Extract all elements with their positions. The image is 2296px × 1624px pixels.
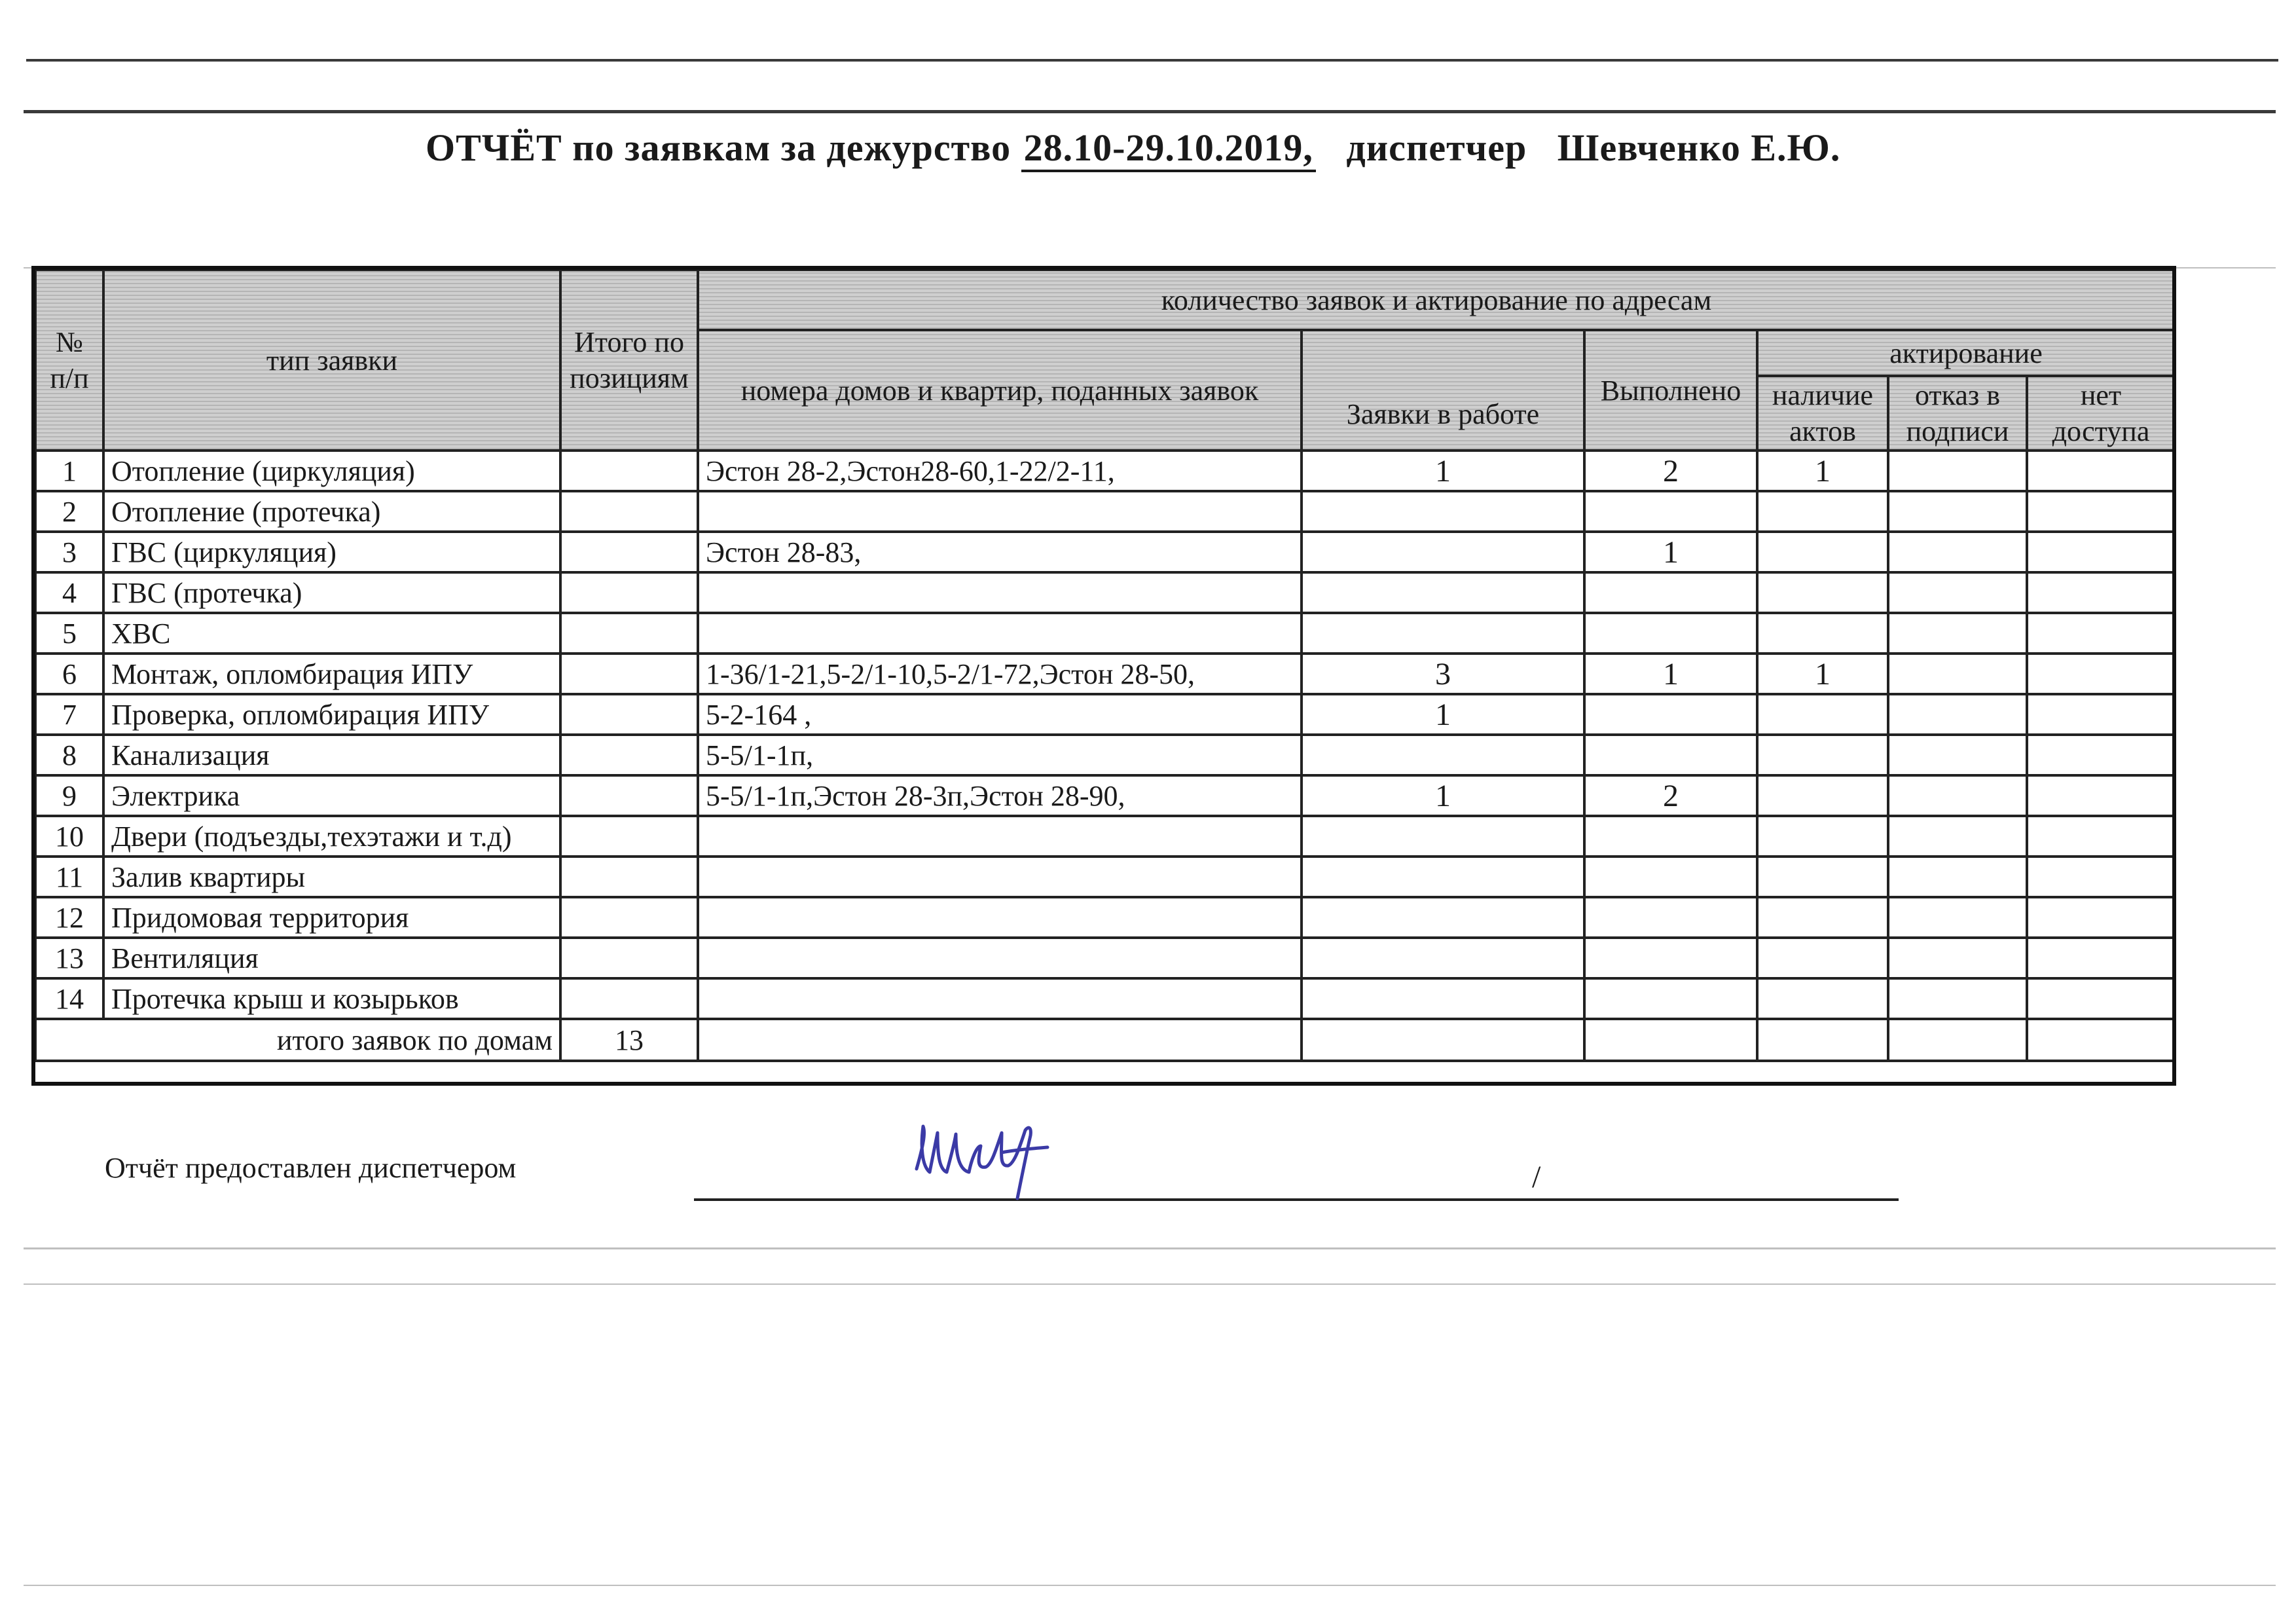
row-number: 8 xyxy=(35,735,103,775)
row-type: Двери (подъезды,техэтажи и т.д) xyxy=(103,816,560,857)
row-addresses: 1-36/1-21,5-2/1-10,5-2/1-72,Эстон 28-50, xyxy=(698,654,1302,694)
row-in-work: 1 xyxy=(1302,694,1584,735)
row-refused xyxy=(1888,532,2027,572)
table-row xyxy=(35,654,2175,694)
row-acts: 1 xyxy=(1757,654,1888,694)
table-row xyxy=(35,613,2175,654)
row-total xyxy=(560,532,698,572)
row-addresses xyxy=(698,613,1302,654)
header-no-access: нет доступа xyxy=(2027,376,2175,451)
row-done xyxy=(1584,938,1757,978)
row-no-access xyxy=(2027,451,2175,491)
row-total xyxy=(560,613,698,654)
table-row xyxy=(35,532,2175,572)
row-addresses: 5-5/1-1п, xyxy=(698,735,1302,775)
row-no-access xyxy=(2027,654,2175,694)
row-acts xyxy=(1757,816,1888,857)
table-row xyxy=(35,491,2175,532)
row-refused xyxy=(1888,694,2027,735)
row-in-work xyxy=(1302,857,1584,897)
row-refused xyxy=(1888,491,2027,532)
row-acts xyxy=(1757,775,1888,816)
row-no-access xyxy=(2027,491,2175,532)
row-no-access xyxy=(2027,857,2175,897)
table-row xyxy=(35,694,2175,735)
signature-separator: / xyxy=(1532,1160,1541,1194)
row-done xyxy=(1584,735,1757,775)
row-addresses: Эстон 28-83, xyxy=(698,532,1302,572)
scan-line-bottom-3 xyxy=(24,1585,2276,1586)
row-acts xyxy=(1757,897,1888,938)
dispatcher-name: Шевченко Е.Ю. xyxy=(1557,126,1841,169)
row-in-work xyxy=(1302,897,1584,938)
row-type: ХВС xyxy=(103,613,560,654)
row-done xyxy=(1584,694,1757,735)
row-addresses xyxy=(698,897,1302,938)
row-acts xyxy=(1757,694,1888,735)
row-refused xyxy=(1888,572,2027,613)
header-type: тип заявки xyxy=(103,270,560,451)
row-addresses: 5-5/1-1п,Эстон 28-3п,Эстон 28-90, xyxy=(698,775,1302,816)
dispatcher-signature xyxy=(903,1107,1061,1205)
row-no-access xyxy=(2027,897,2175,938)
row-total xyxy=(560,694,698,735)
header-group: количество заявок и актирование по адресам xyxy=(698,270,2175,330)
row-refused xyxy=(1888,857,2027,897)
row-done xyxy=(1584,978,1757,1019)
row-total xyxy=(560,978,698,1019)
total-value: 13 xyxy=(560,1019,698,1061)
row-total xyxy=(560,451,698,491)
row-in-work: 1 xyxy=(1302,775,1584,816)
table-row xyxy=(35,857,2175,897)
report-title xyxy=(426,126,1840,172)
row-type: Придомовая территория xyxy=(103,897,560,938)
row-in-work xyxy=(1302,491,1584,532)
row-type: ГВС (протечка) xyxy=(103,572,560,613)
row-done xyxy=(1584,897,1757,938)
table-row xyxy=(35,897,2175,938)
row-addresses xyxy=(698,938,1302,978)
row-refused xyxy=(1888,938,2027,978)
row-acts xyxy=(1757,572,1888,613)
header-done: Выполнено xyxy=(1584,330,1757,451)
row-number: 9 xyxy=(35,775,103,816)
row-number: 12 xyxy=(35,897,103,938)
signature-line xyxy=(694,1198,1899,1201)
total-row xyxy=(35,1019,2175,1061)
row-done: 1 xyxy=(1584,532,1757,572)
row-refused xyxy=(1888,816,2027,857)
header-acts-present: наличие актов xyxy=(1757,376,1888,451)
table-row xyxy=(35,572,2175,613)
scan-line-top-2 xyxy=(24,110,2276,113)
report-period: 28.10-29.10.2019, xyxy=(1021,126,1316,172)
row-total xyxy=(560,938,698,978)
row-refused xyxy=(1888,897,2027,938)
row-number: 6 xyxy=(35,654,103,694)
row-total xyxy=(560,816,698,857)
row-in-work xyxy=(1302,613,1584,654)
row-refused xyxy=(1888,978,2027,1019)
row-type: Отопление (протечка) xyxy=(103,491,560,532)
scan-line-top-1 xyxy=(26,59,2278,62)
row-done xyxy=(1584,816,1757,857)
table-row xyxy=(35,816,2175,857)
row-total xyxy=(560,857,698,897)
table-row xyxy=(35,451,2175,491)
row-no-access xyxy=(2027,938,2175,978)
scan-line-bottom-1 xyxy=(24,1247,2276,1249)
header-addresses: номера домов и квартир, поданных заявок xyxy=(698,330,1302,451)
total-empty-done xyxy=(1584,1019,1757,1061)
row-type: ГВС (циркуляция) xyxy=(103,532,560,572)
row-type: Электрика xyxy=(103,775,560,816)
row-done xyxy=(1584,491,1757,532)
row-addresses xyxy=(698,572,1302,613)
row-no-access xyxy=(2027,613,2175,654)
row-acts xyxy=(1757,938,1888,978)
row-acts xyxy=(1757,978,1888,1019)
row-in-work xyxy=(1302,735,1584,775)
row-acts xyxy=(1757,857,1888,897)
row-addresses: Эстон 28-2,Эстон28-60,1-22/2-11, xyxy=(698,451,1302,491)
row-number: 13 xyxy=(35,938,103,978)
row-in-work xyxy=(1302,532,1584,572)
row-in-work: 1 xyxy=(1302,451,1584,491)
header-total-by-position: Итого по позициям xyxy=(560,270,698,451)
row-total xyxy=(560,654,698,694)
row-acts xyxy=(1757,491,1888,532)
row-addresses xyxy=(698,491,1302,532)
row-type: Протечка крыш и козырьков xyxy=(103,978,560,1019)
row-total xyxy=(560,572,698,613)
row-no-access xyxy=(2027,816,2175,857)
row-total xyxy=(560,735,698,775)
title-text: ОТЧЁТ по заявкам за дежурство xyxy=(426,126,1011,169)
row-done xyxy=(1584,857,1757,897)
row-acts xyxy=(1757,532,1888,572)
row-refused xyxy=(1888,613,2027,654)
row-number: 5 xyxy=(35,613,103,654)
row-in-work xyxy=(1302,938,1584,978)
row-number: 11 xyxy=(35,857,103,897)
row-type: Отопление (циркуляция) xyxy=(103,451,560,491)
row-refused xyxy=(1888,775,2027,816)
header-in-work: Заявки в работе xyxy=(1302,330,1584,451)
row-no-access xyxy=(2027,775,2175,816)
header-num: № п/п xyxy=(35,270,103,451)
row-number: 3 xyxy=(35,532,103,572)
row-total xyxy=(560,491,698,532)
scan-line-bottom-2 xyxy=(24,1283,2276,1285)
row-addresses xyxy=(698,978,1302,1019)
header-acts-group: актирование xyxy=(1757,330,2175,376)
total-label: итого заявок по домам xyxy=(35,1019,560,1061)
report-table xyxy=(34,268,2176,1062)
row-number: 2 xyxy=(35,491,103,532)
row-addresses xyxy=(698,816,1302,857)
row-type: Проверка, опломбирация ИПУ xyxy=(103,694,560,735)
row-addresses: 5-2-164 , xyxy=(698,694,1302,735)
row-number: 1 xyxy=(35,451,103,491)
table-row xyxy=(35,938,2175,978)
row-type: Залив квартиры xyxy=(103,857,560,897)
row-done xyxy=(1584,613,1757,654)
row-done: 2 xyxy=(1584,451,1757,491)
table-row xyxy=(35,735,2175,775)
row-type: Вентиляция xyxy=(103,938,560,978)
row-in-work xyxy=(1302,572,1584,613)
total-empty-no-access xyxy=(2027,1019,2175,1061)
total-empty-addresses xyxy=(698,1019,1302,1061)
row-total xyxy=(560,897,698,938)
row-number: 4 xyxy=(35,572,103,613)
row-in-work xyxy=(1302,816,1584,857)
row-no-access xyxy=(2027,978,2175,1019)
row-no-access xyxy=(2027,735,2175,775)
dispatcher-label: диспетчер xyxy=(1346,126,1527,169)
total-empty-acts xyxy=(1757,1019,1888,1061)
row-acts xyxy=(1757,735,1888,775)
table-row xyxy=(35,775,2175,816)
row-refused xyxy=(1888,735,2027,775)
table-row xyxy=(35,978,2175,1019)
row-type: Монтаж, опломбирация ИПУ xyxy=(103,654,560,694)
row-number: 14 xyxy=(35,978,103,1019)
total-empty-refused xyxy=(1888,1019,2027,1061)
row-in-work: 3 xyxy=(1302,654,1584,694)
row-acts xyxy=(1757,613,1888,654)
row-no-access xyxy=(2027,572,2175,613)
row-no-access xyxy=(2027,694,2175,735)
row-acts: 1 xyxy=(1757,451,1888,491)
row-refused xyxy=(1888,654,2027,694)
row-type: Канализация xyxy=(103,735,560,775)
row-in-work xyxy=(1302,978,1584,1019)
row-no-access xyxy=(2027,532,2175,572)
total-empty-in-work xyxy=(1302,1019,1584,1061)
row-done: 2 xyxy=(1584,775,1757,816)
row-number: 10 xyxy=(35,816,103,857)
row-done: 1 xyxy=(1584,654,1757,694)
row-total xyxy=(560,775,698,816)
row-addresses xyxy=(698,857,1302,897)
row-done xyxy=(1584,572,1757,613)
header-refused-signature: отказ в подписи xyxy=(1888,376,2027,451)
footer-label: Отчёт предоставлен диспетчером xyxy=(105,1152,517,1184)
row-refused xyxy=(1888,451,2027,491)
row-number: 7 xyxy=(35,694,103,735)
